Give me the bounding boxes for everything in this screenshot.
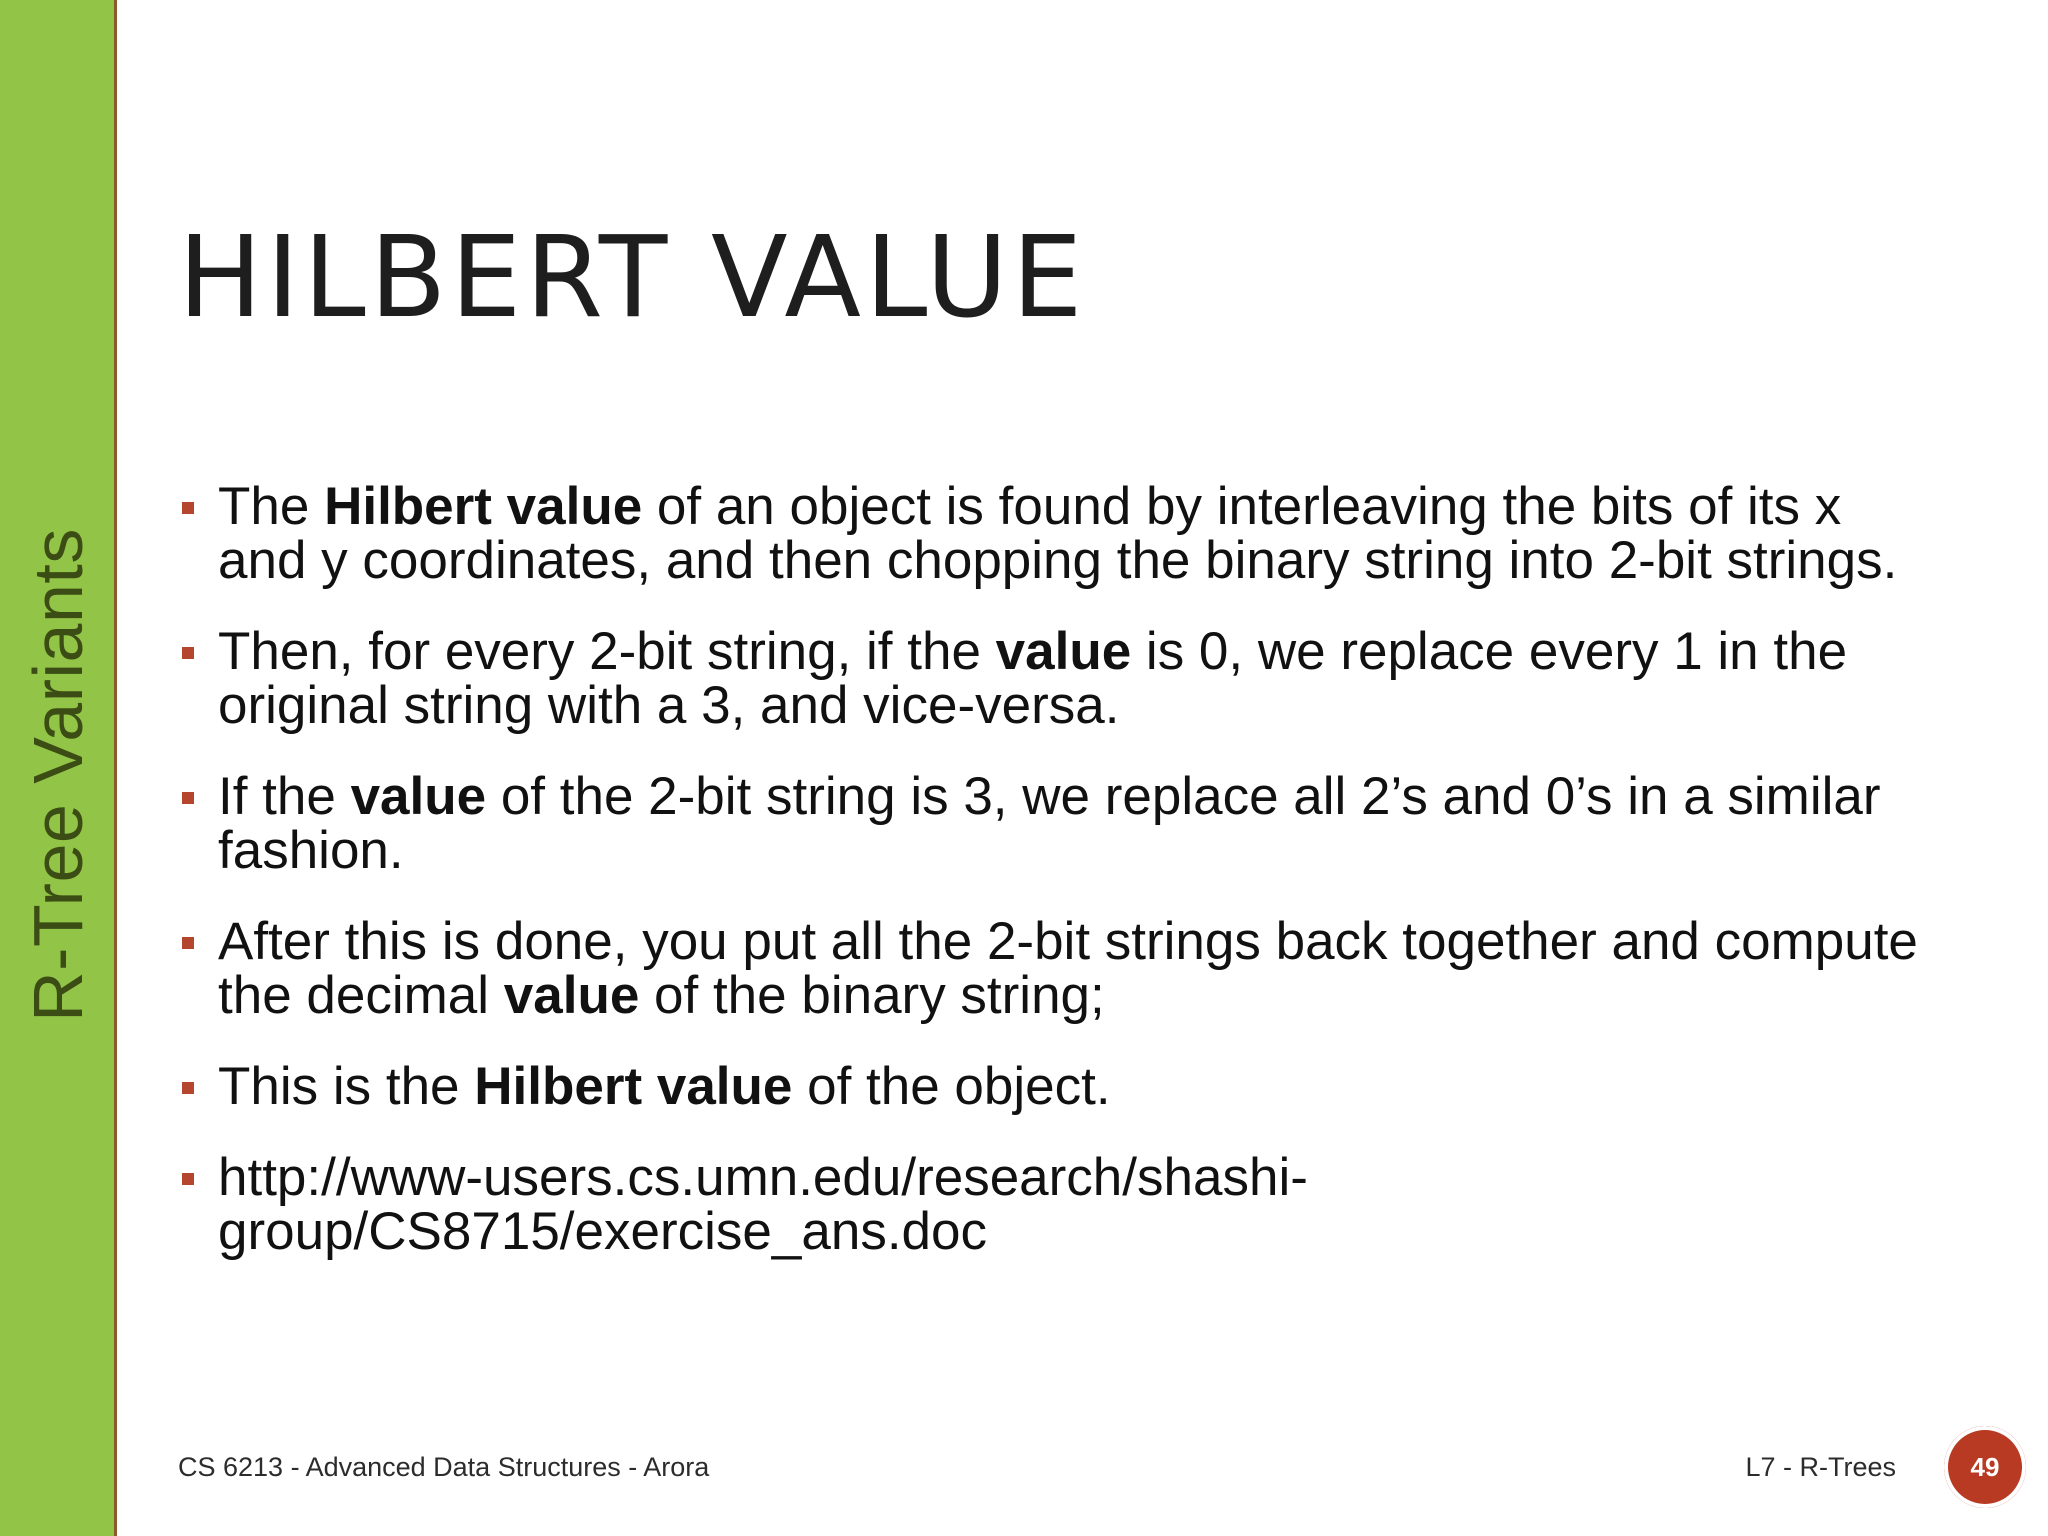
text-segment: This is the <box>218 1057 475 1116</box>
bullet-item <box>178 767 1918 880</box>
text-segment: Then, for every 2-bit string, if the <box>218 622 996 681</box>
text-segment: If the <box>218 767 351 826</box>
bullet-item <box>178 912 1918 1025</box>
footer-lecture: L7 - R-Trees <box>1745 1452 1896 1482</box>
square-bullet-icon <box>182 502 194 514</box>
bullet-text <box>218 1148 1308 1261</box>
text-segment: is 0, we replace every 1 in the original string with a 3, and vice-versa. <box>218 622 1848 735</box>
text-segment: The <box>218 477 325 536</box>
text-segment: of the 2-bit string is 3, we replace all 2’s and 0’s in a similar fashion. <box>218 767 1881 880</box>
bold-term: Hilbert value <box>474 1057 793 1116</box>
text-segment: http://www-users.cs.umn.edu/research/shashi-group/CS8715/exercise_ans.doc <box>218 1148 1308 1261</box>
square-bullet-icon <box>182 937 194 949</box>
sidebar-label: R-Tree Variants <box>19 528 97 1022</box>
bold-term: value <box>350 767 487 826</box>
bullet-item <box>178 477 1918 590</box>
bullet-text <box>218 622 1847 735</box>
square-bullet-icon <box>182 1173 194 1185</box>
text-segment: of the object. <box>792 1057 1111 1116</box>
text-segment: of an object is found by interleaving the bits of its x and y coordinates, and then chopping the binary string into 2-bit strings. <box>218 477 1898 590</box>
slide-title: HILBERT VALUE <box>178 213 1087 343</box>
square-bullet-icon <box>182 792 194 804</box>
bold-term: value <box>503 966 640 1025</box>
bold-term: value <box>995 622 1132 681</box>
text-segment: of the binary string; <box>639 966 1105 1025</box>
bullet-item <box>178 1057 1918 1116</box>
bullet-list <box>178 477 1918 1296</box>
square-bullet-icon <box>182 1082 194 1094</box>
bullet-text <box>218 767 1881 880</box>
bold-term: Hilbert value <box>324 477 643 536</box>
bullet-item <box>178 622 1918 735</box>
bullet-text <box>218 477 1897 590</box>
sidebar <box>0 0 117 1536</box>
text-segment: After this is done, you put all the 2-bit strings back together and compute the decimal <box>218 912 1918 1025</box>
page-number-badge <box>1944 1426 2026 1508</box>
bullet-item <box>178 1148 1918 1261</box>
footer-course: CS 6213 - Advanced Data Structures - Arora <box>178 1452 710 1482</box>
square-bullet-icon <box>182 647 194 659</box>
page-number: 49 <box>1970 1451 2000 1482</box>
bullet-text <box>218 1057 1111 1116</box>
bullet-text <box>218 912 1918 1025</box>
